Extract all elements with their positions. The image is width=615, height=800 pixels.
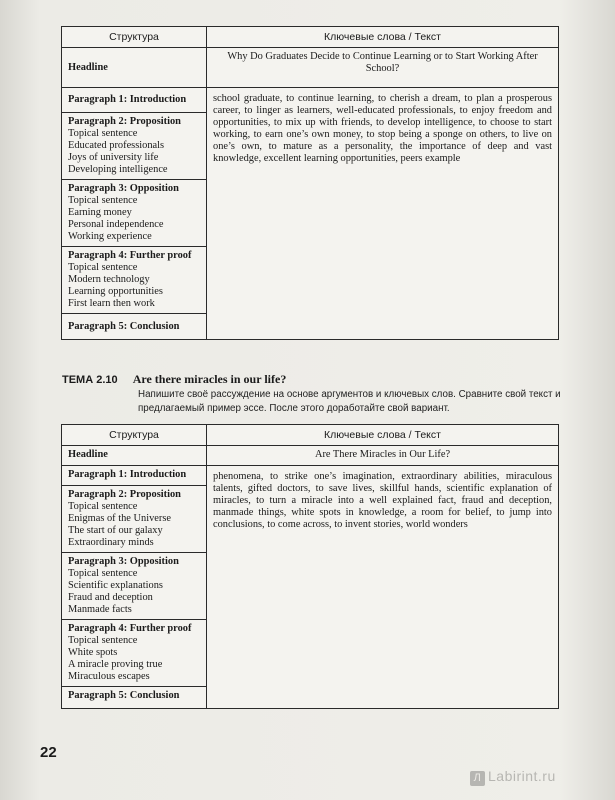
headline-text: Are There Miracles in Our Life? (207, 446, 559, 466)
paragraph-2-label: Paragraph 2: Proposition (68, 116, 181, 127)
keywords-text: school graduate, to continue learning, to cherish a dream, to plan a prosperous career, to linger as learners, well-educated professionals, to enjoy freedom and opportunities, to mix up with friends, to develop intelligence, to choose to start working, to earn one’s own money, to stop being a sponge on others, to live on one’s own, to mature as a personality, the importance of deep and vast knowledge, excellent learning opportunities, peers example (207, 88, 559, 340)
headline-text: Why Do Graduates Decide to Continue Learning or to Start Working After School? (207, 48, 559, 88)
list-item: First learn then work (68, 298, 155, 309)
paragraph-3-label: Paragraph 3: Opposition (68, 183, 179, 194)
paragraph-5-label: Paragraph 5: Conclusion (62, 687, 207, 709)
header-keywords: Ключевые слова / Текст (207, 27, 559, 48)
table-header-row (62, 425, 559, 446)
list-item: A miracle proving true (68, 659, 163, 670)
paragraph-3-label: Paragraph 3: Opposition (68, 556, 179, 567)
list-item: Miraculous escapes (68, 671, 150, 682)
paragraph-2-cell (62, 113, 207, 180)
list-item: Topical sentence (68, 262, 138, 273)
paragraph-3-cell (62, 553, 207, 620)
list-item: Earning money (68, 207, 132, 218)
table-header-row (62, 27, 559, 48)
paragraph-1-row (62, 466, 559, 486)
list-item: Developing intelligence (68, 164, 168, 175)
headline-row (62, 48, 559, 88)
paragraph-1-row (62, 88, 559, 113)
topic-block (62, 372, 562, 416)
list-item: Topical sentence (68, 128, 138, 139)
essay-plan-table-2 (61, 424, 559, 709)
list-item: White spots (68, 647, 118, 658)
topic-question: Are there miracles in our life? (132, 372, 287, 386)
headline-label: Headline (62, 446, 207, 466)
watermark-text: Labirint.ru (488, 768, 556, 784)
paragraph-3-cell (62, 180, 207, 247)
watermark-logo-icon: Л (470, 771, 485, 786)
paragraph-4-label: Paragraph 4: Further proof (68, 250, 192, 261)
list-item: Extraordinary minds (68, 537, 154, 548)
essay-plan-table-1 (61, 26, 559, 340)
paragraph-2-cell (62, 486, 207, 553)
topic-number: ТЕМА 2.10 (62, 374, 118, 386)
paragraph-2-label: Paragraph 2: Proposition (68, 489, 181, 500)
list-item: The start of our galaxy (68, 525, 163, 536)
keywords-text: phenomena, to strike one’s imagination, extraordinary abilities, miraculous talents, gifted doctors, to save lives, skillful hands, scientific explanation of miracles, to turn a miracle into a well explained fact, fraud and deception, manmade things, white spots in knowledge, a room for belief, to jump into conclusions, to come across, to invent stories, world wonders (207, 466, 559, 709)
list-item: Learning opportunities (68, 286, 163, 297)
watermark (470, 768, 556, 786)
list-item: Topical sentence (68, 195, 138, 206)
header-structure: Структура (62, 27, 207, 48)
header-keywords: Ключевые слова / Текст (207, 425, 559, 446)
paragraph-1-label: Paragraph 1: Introduction (62, 466, 207, 486)
page-number: 22 (40, 744, 57, 761)
list-item: Scientific explanations (68, 580, 163, 591)
topic-description: Напишите своё рассуждение на основе аргументов и ключевых слов. Сравните свой текст и предлагаемый пример эссе. После этого доработайте свой вариант. (138, 389, 561, 414)
header-structure: Структура (62, 425, 207, 446)
headline-label: Headline (62, 48, 207, 88)
list-item: Fraud and deception (68, 592, 153, 603)
list-item: Enigmas of the Universe (68, 513, 172, 524)
list-item: Topical sentence (68, 635, 138, 646)
list-item: Personal independence (68, 219, 164, 230)
list-item: Topical sentence (68, 568, 138, 579)
list-item: Modern technology (68, 274, 150, 285)
list-item: Educated professionals (68, 140, 165, 151)
list-item: Topical sentence (68, 501, 138, 512)
list-item: Manmade facts (68, 604, 132, 615)
paragraph-4-cell (62, 247, 207, 314)
paragraph-1-label: Paragraph 1: Introduction (62, 88, 207, 113)
paragraph-5-label: Paragraph 5: Conclusion (62, 314, 207, 340)
paragraph-4-label: Paragraph 4: Further proof (68, 623, 192, 634)
list-item: Working experience (68, 231, 152, 242)
list-item: Joys of university life (68, 152, 159, 163)
paragraph-4-cell (62, 620, 207, 687)
headline-row (62, 446, 559, 466)
